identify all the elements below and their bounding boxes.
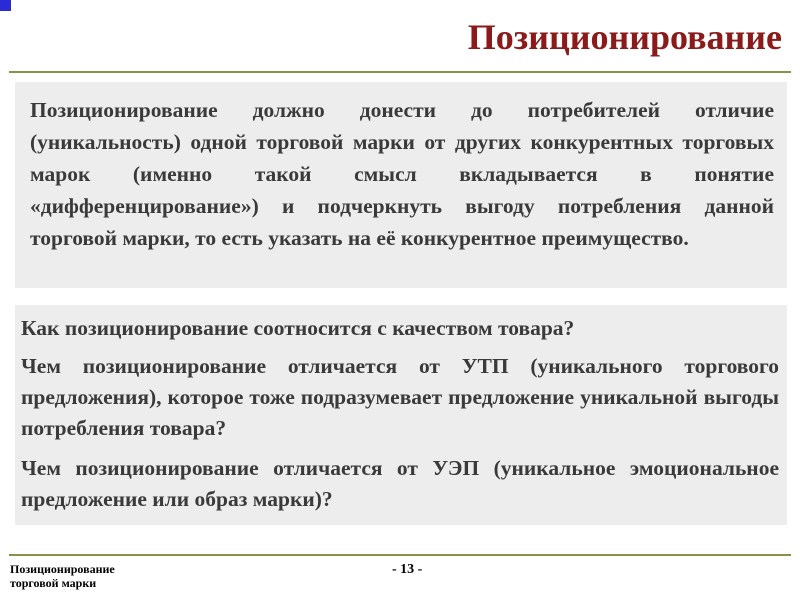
page-number: - 13 - [392,562,423,577]
footer-label [10,562,115,590]
intro-panel [15,82,787,288]
corner-square [0,0,11,11]
questions-panel [15,305,787,525]
top-divider [9,71,791,73]
footer-line-1: Позиционирование [10,562,115,576]
footer-line-2: торговой марки [10,576,97,590]
question-3: Чем позиционирование отличается от УЭП (уникальное эмоциональное предложение или образ марки)? [21,456,779,511]
question-2: Чем позиционирование отличается от УТП (уникального торгового предложения), которое тоже подразумевает предложение уникальной выгоды потребления товара? [21,354,779,440]
slide-title: Позиционирование [467,17,782,57]
question-1: Как позиционирование соотносится с качеством товара? [21,316,575,340]
bottom-divider [9,554,791,556]
intro-text: Позиционирование должно донести до потребителей отличие (уникальность) одной торговой марки от других конкурентных торговых марок (именно такой смысл вкладывается в понятие «дифференцирование») и подчеркнуть выгоду потребления данной торговой марки, то есть указать на её конкурентное преимущество. [30,98,774,250]
